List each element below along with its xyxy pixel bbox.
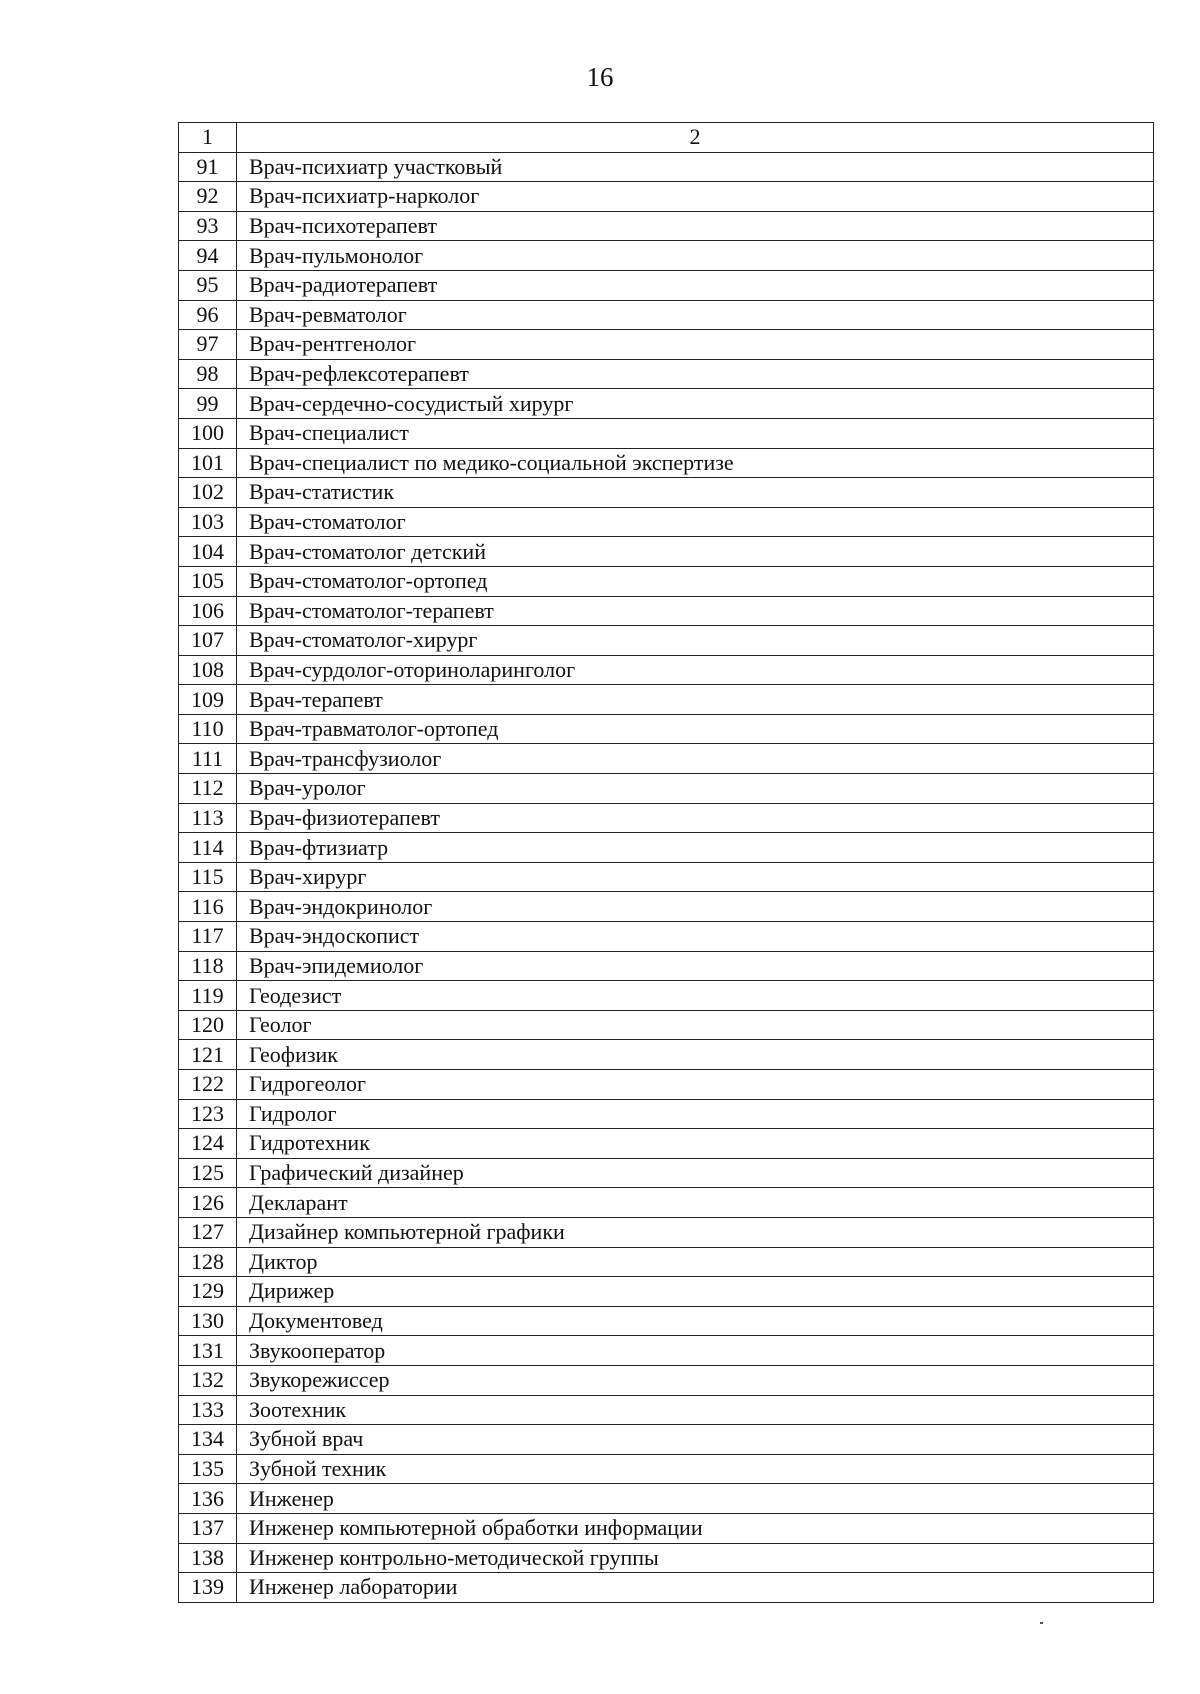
header-cell-number: 1: [179, 123, 237, 153]
table-row: [179, 1395, 1154, 1425]
table-row: [179, 566, 1154, 596]
table-row: [179, 1129, 1154, 1159]
profession-name-cell: Врач-стоматолог-терапевт: [237, 596, 1154, 626]
profession-name-cell: Врач-психиатр-нарколог: [237, 182, 1154, 212]
row-number-cell: 95: [179, 270, 237, 300]
profession-name-cell: Инженер лаборатории: [237, 1573, 1154, 1603]
profession-name-cell: Геолог: [237, 1010, 1154, 1040]
row-number-cell: 129: [179, 1277, 237, 1307]
profession-name-cell: Врач-стоматолог-хирург: [237, 626, 1154, 656]
profession-name-cell: Геофизик: [237, 1040, 1154, 1070]
row-number-cell: 135: [179, 1454, 237, 1484]
table-header-row: [179, 123, 1154, 153]
table-row: [179, 1010, 1154, 1040]
row-number-cell: 124: [179, 1129, 237, 1159]
profession-name-cell: Инженер: [237, 1484, 1154, 1514]
scan-speck: [1040, 1622, 1043, 1624]
profession-name-cell: Графический дизайнер: [237, 1158, 1154, 1188]
table-row: [179, 981, 1154, 1011]
profession-name-cell: Врач-уролог: [237, 774, 1154, 804]
profession-name-cell: Врач-радиотерапевт: [237, 270, 1154, 300]
row-number-cell: 137: [179, 1513, 237, 1543]
table-row: [179, 152, 1154, 182]
table-row: [179, 537, 1154, 567]
table-row: [179, 626, 1154, 656]
row-number-cell: 93: [179, 211, 237, 241]
row-number-cell: 115: [179, 862, 237, 892]
profession-name-cell: Врач-рентгенолог: [237, 330, 1154, 360]
row-number-cell: 120: [179, 1010, 237, 1040]
table-row: [179, 1040, 1154, 1070]
table-row: [179, 833, 1154, 863]
table-row: [179, 300, 1154, 330]
table-row: [179, 862, 1154, 892]
row-number-cell: 133: [179, 1395, 237, 1425]
row-number-cell: 136: [179, 1484, 237, 1514]
page-number: 16: [586, 62, 614, 92]
row-number-cell: 98: [179, 359, 237, 389]
profession-name-cell: Врач-рефлексотерапевт: [237, 359, 1154, 389]
profession-name-cell: Врач-стоматолог: [237, 507, 1154, 537]
row-number-cell: 118: [179, 951, 237, 981]
table-row: [179, 685, 1154, 715]
profession-name-cell: Врач-сурдолог-оториноларинголог: [237, 655, 1154, 685]
row-number-cell: 125: [179, 1158, 237, 1188]
row-number-cell: 121: [179, 1040, 237, 1070]
profession-name-cell: Дизайнер компьютерной графики: [237, 1217, 1154, 1247]
row-number-cell: 130: [179, 1306, 237, 1336]
profession-name-cell: Врач-стоматолог-ортопед: [237, 566, 1154, 596]
profession-name-cell: Инженер контрольно-методической группы: [237, 1543, 1154, 1573]
table-row: [179, 1158, 1154, 1188]
profession-name-cell: Зубной врач: [237, 1425, 1154, 1455]
table-row: [179, 418, 1154, 448]
row-number-cell: 117: [179, 922, 237, 952]
table-row: [179, 1217, 1154, 1247]
profession-name-cell: Врач-терапевт: [237, 685, 1154, 715]
row-number-cell: 138: [179, 1543, 237, 1573]
profession-name-cell: Дирижер: [237, 1277, 1154, 1307]
row-number-cell: 110: [179, 714, 237, 744]
profession-name-cell: Врач-психотерапевт: [237, 211, 1154, 241]
row-number-cell: 131: [179, 1336, 237, 1366]
row-number-cell: 107: [179, 626, 237, 656]
profession-name-cell: Зоотехник: [237, 1395, 1154, 1425]
table-row: [179, 448, 1154, 478]
profession-name-cell: Врач-эндоскопист: [237, 922, 1154, 952]
table-row: [179, 478, 1154, 508]
row-number-cell: 112: [179, 774, 237, 804]
table-body: [179, 123, 1154, 1603]
table-row: [179, 1365, 1154, 1395]
row-number-cell: 103: [179, 507, 237, 537]
profession-name-cell: Документовед: [237, 1306, 1154, 1336]
table-row: [179, 1484, 1154, 1514]
table-row: [179, 1099, 1154, 1129]
profession-name-cell: Гидротехник: [237, 1129, 1154, 1159]
profession-name-cell: Врач-ревматолог: [237, 300, 1154, 330]
table-row: [179, 1454, 1154, 1484]
row-number-cell: 102: [179, 478, 237, 508]
table-row: [179, 892, 1154, 922]
row-number-cell: 128: [179, 1247, 237, 1277]
table-row: [179, 507, 1154, 537]
profession-name-cell: Врач-специалист по медико-социальной экспертизе: [237, 448, 1154, 478]
profession-name-cell: Звукорежиссер: [237, 1365, 1154, 1395]
table-row: [179, 1188, 1154, 1218]
row-number-cell: 97: [179, 330, 237, 360]
profession-name-cell: Врач-эндокринолог: [237, 892, 1154, 922]
row-number-cell: 92: [179, 182, 237, 212]
table-row: [179, 330, 1154, 360]
profession-name-cell: Декларант: [237, 1188, 1154, 1218]
row-number-cell: 126: [179, 1188, 237, 1218]
row-number-cell: 116: [179, 892, 237, 922]
row-number-cell: 114: [179, 833, 237, 863]
row-number-cell: 108: [179, 655, 237, 685]
table-row: [179, 1277, 1154, 1307]
profession-name-cell: Врач-физиотерапевт: [237, 803, 1154, 833]
table-row: [179, 1070, 1154, 1100]
row-number-cell: 106: [179, 596, 237, 626]
table-row: [179, 1543, 1154, 1573]
row-number-cell: 122: [179, 1070, 237, 1100]
profession-name-cell: Врач-трансфузиолог: [237, 744, 1154, 774]
profession-name-cell: Диктор: [237, 1247, 1154, 1277]
row-number-cell: 139: [179, 1573, 237, 1603]
table-row: [179, 1425, 1154, 1455]
profession-name-cell: Врач-психиатр участковый: [237, 152, 1154, 182]
table-row: [179, 774, 1154, 804]
row-number-cell: 101: [179, 448, 237, 478]
profession-name-cell: Зубной техник: [237, 1454, 1154, 1484]
table-row: [179, 951, 1154, 981]
table-row: [179, 359, 1154, 389]
row-number-cell: 94: [179, 241, 237, 271]
table-row: [179, 1247, 1154, 1277]
row-number-cell: 105: [179, 566, 237, 596]
header-cell-name: 2: [237, 123, 1154, 153]
table-row: [179, 655, 1154, 685]
profession-name-cell: Геодезист: [237, 981, 1154, 1011]
table-row: [179, 1513, 1154, 1543]
profession-name-cell: Инженер компьютерной обработки информации: [237, 1513, 1154, 1543]
profession-name-cell: Врач-пульмонолог: [237, 241, 1154, 271]
table-row: [179, 922, 1154, 952]
table-row: [179, 270, 1154, 300]
table-row: [179, 211, 1154, 241]
profession-name-cell: Гидрогеолог: [237, 1070, 1154, 1100]
table-row: [179, 1336, 1154, 1366]
profession-name-cell: Звукооператор: [237, 1336, 1154, 1366]
table-row: [179, 1573, 1154, 1603]
table-row: [179, 1306, 1154, 1336]
row-number-cell: 109: [179, 685, 237, 715]
row-number-cell: 91: [179, 152, 237, 182]
row-number-cell: 96: [179, 300, 237, 330]
profession-name-cell: Врач-эпидемиолог: [237, 951, 1154, 981]
table-row: [179, 714, 1154, 744]
table-row: [179, 389, 1154, 419]
profession-name-cell: Врач-фтизиатр: [237, 833, 1154, 863]
profession-name-cell: Врач-травматолог-ортопед: [237, 714, 1154, 744]
row-number-cell: 123: [179, 1099, 237, 1129]
profession-name-cell: Врач-стоматолог детский: [237, 537, 1154, 567]
row-number-cell: 127: [179, 1217, 237, 1247]
row-number-cell: 100: [179, 418, 237, 448]
profession-name-cell: Врач-хирург: [237, 862, 1154, 892]
profession-name-cell: Гидролог: [237, 1099, 1154, 1129]
row-number-cell: 99: [179, 389, 237, 419]
profession-name-cell: Врач-сердечно-сосудистый хирург: [237, 389, 1154, 419]
profession-name-cell: Врач-специалист: [237, 418, 1154, 448]
table-row: [179, 182, 1154, 212]
row-number-cell: 119: [179, 981, 237, 1011]
profession-name-cell: Врач-статистик: [237, 478, 1154, 508]
table-row: [179, 241, 1154, 271]
row-number-cell: 111: [179, 744, 237, 774]
row-number-cell: 104: [179, 537, 237, 567]
table-row: [179, 744, 1154, 774]
table-row: [179, 803, 1154, 833]
table-row: [179, 596, 1154, 626]
row-number-cell: 132: [179, 1365, 237, 1395]
row-number-cell: 134: [179, 1425, 237, 1455]
row-number-cell: 113: [179, 803, 237, 833]
professions-table: [178, 122, 1154, 1603]
